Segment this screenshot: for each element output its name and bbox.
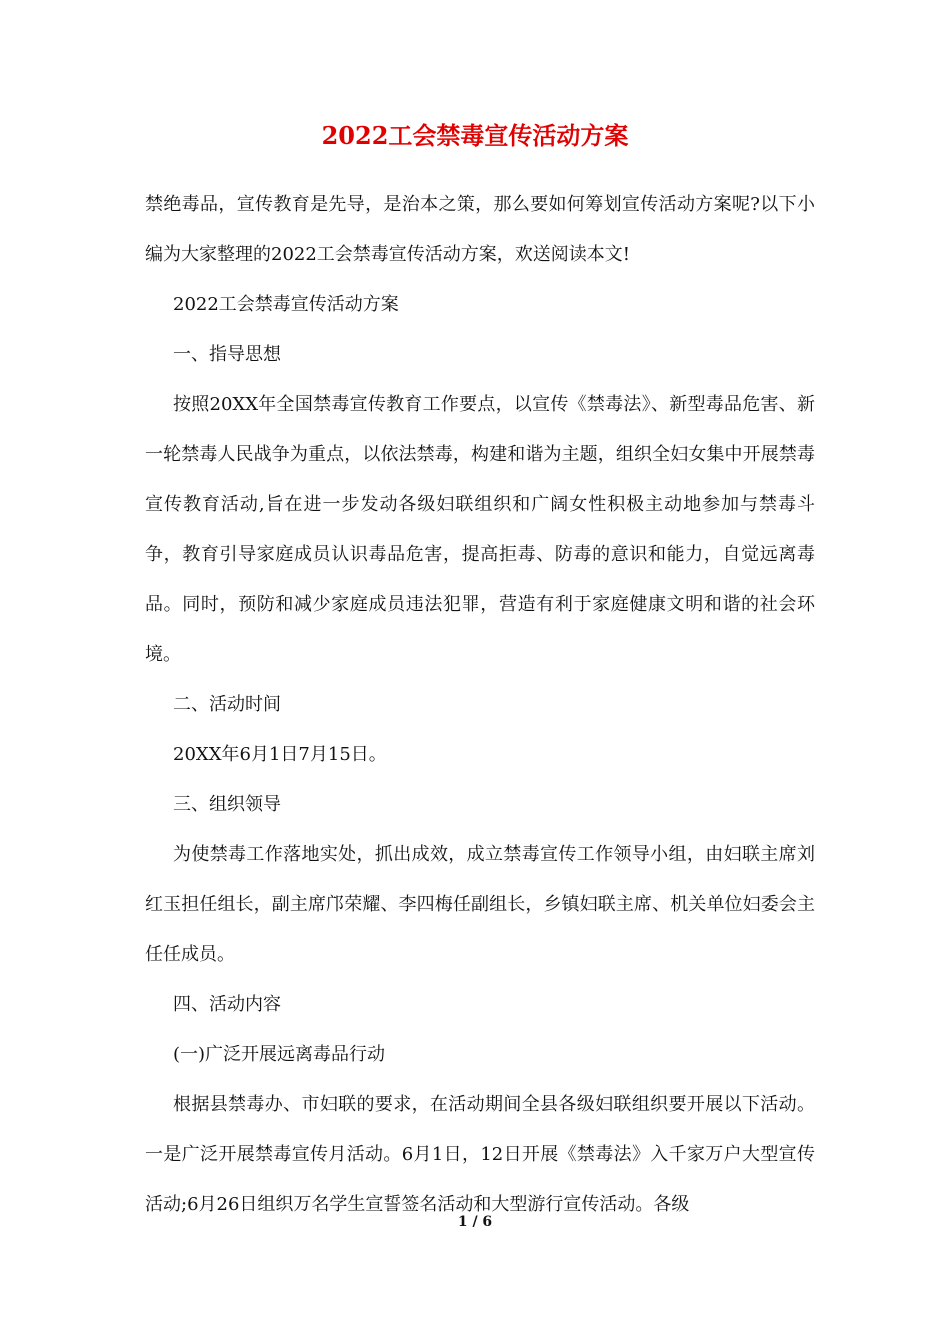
page-indicator: 1 / 6 <box>457 1214 493 1230</box>
section-heading-guiding-ideology: 一、指导思想 <box>173 344 281 365</box>
intro-paragraph: 禁绝毒品，宣传教育是先导，是治本之策，那么要如何筹划宣传活动方案呢?以下小编为大家整理的2022工会禁毒宣传活动方案，欢送阅读本文! <box>145 194 815 265</box>
subsection-heading-anti-drug-action: (一)广泛开展远离毒品行动 <box>173 1044 386 1065</box>
guiding-ideology-paragraph: 按照20XX年全国禁毒宣传教育工作要点，以宣传《禁毒法》、新型毒品危害、新一轮禁毒人民战争为重点，以依法禁毒，构建和谐为主题，组织全妇女集中开展禁毒宣传教育活动,旨在进一步发动各级妇联组织和广阔女性积极主动地参加与禁毒斗争，教育引导家庭成员认识毒品危害，提高拒毒、防毒的意识和能力，自觉远离毒品。同时，预防和减少家庭成员违法犯罪，营造有利于家庭健康文明和谐的社会环境。 <box>145 394 815 665</box>
section-heading-activity-content: 四、活动内容 <box>173 994 281 1015</box>
section-heading-activity-time: 二、活动时间 <box>173 694 281 715</box>
document-title: 2022工会禁毒宣传活动方案 <box>321 121 629 150</box>
document-body <box>145 180 815 1230</box>
activity-content-paragraph: 根据县禁毒办、市妇联的要求，在活动期间全县各级妇联组织要开展以下活动。一是广泛开展禁毒宣传月活动。6月1日，12日开展《禁毒法》入千家万户大型宣传活动;6月26日组织万名学生宣誓签名活动和大型游行宣传活动。各级 <box>145 1094 815 1215</box>
subtitle-paragraph: 2022工会禁毒宣传活动方案 <box>173 294 399 315</box>
activity-time-paragraph: 20XX年6月1日7月15日。 <box>173 744 387 765</box>
organization-paragraph: 为使禁毒工作落地实处，抓出成效，成立禁毒宣传工作领导小组，由妇联主席刘红玉担任组长，副主席邝荣耀、李四梅任副组长，乡镇妇联主席、机关单位妇委会主任任成员。 <box>145 844 815 965</box>
section-heading-organization: 三、组织领导 <box>173 794 281 815</box>
